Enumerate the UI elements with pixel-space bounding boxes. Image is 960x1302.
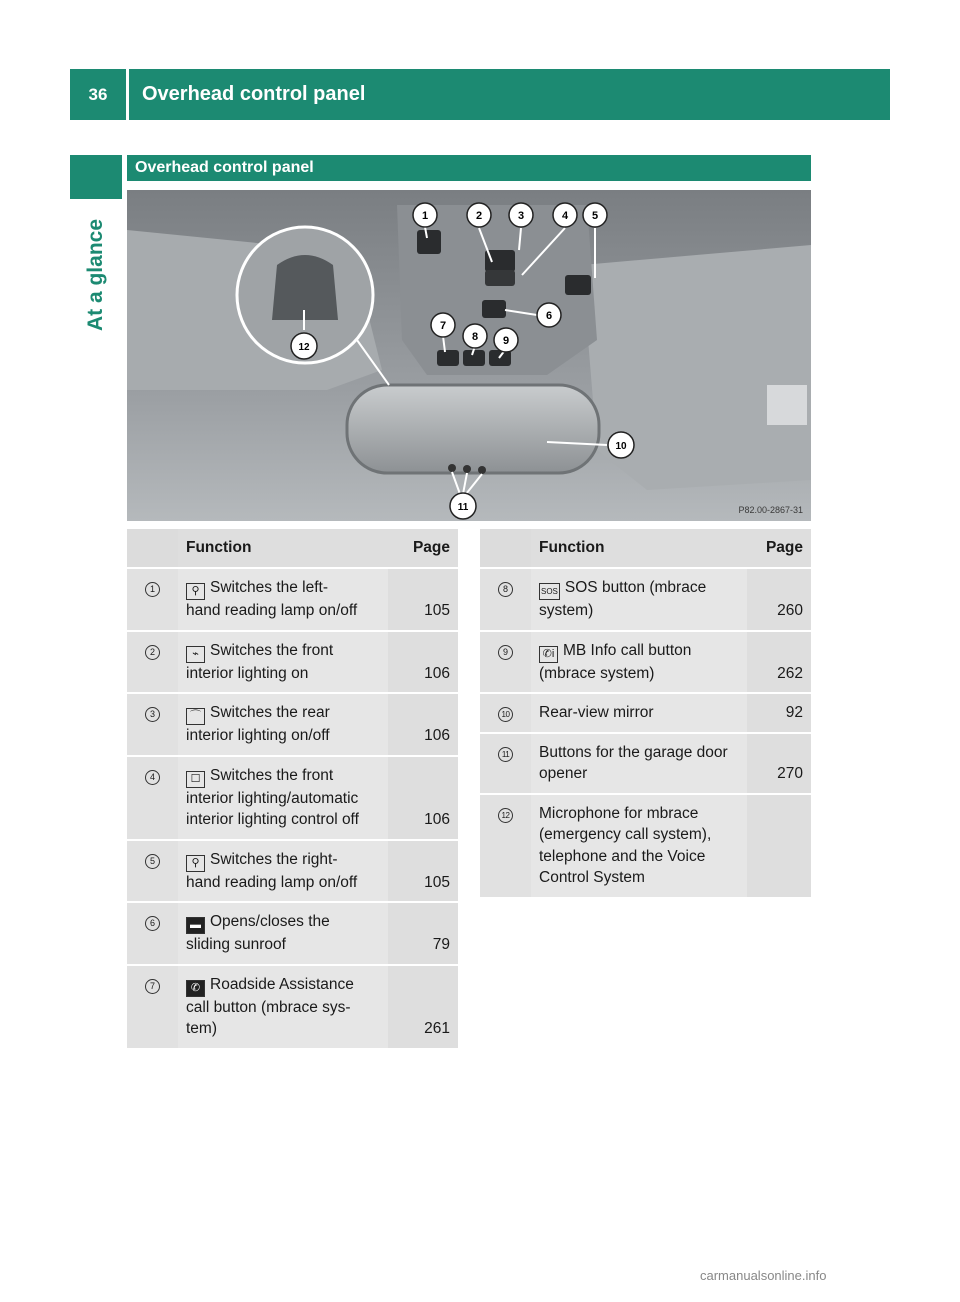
callout-number: 12 — [498, 808, 513, 823]
left-reading-lamp-switch — [417, 230, 441, 254]
function-cell — [531, 734, 747, 795]
table-header-row — [480, 529, 811, 569]
callout-number-cell — [127, 841, 178, 904]
table-row — [480, 632, 811, 695]
callout-number: 9 — [498, 645, 513, 660]
sos-button — [463, 350, 485, 366]
header-function: Function — [531, 529, 747, 569]
callout-number: 3 — [145, 707, 160, 722]
callout-number: 1 — [145, 582, 160, 597]
page-cell: 105 — [388, 841, 458, 904]
callout-number: 10 — [498, 707, 513, 722]
roadside-button — [437, 350, 459, 366]
page-cell: 79 — [388, 903, 458, 966]
function-table-left — [127, 529, 458, 1050]
callout-11 — [450, 493, 476, 519]
function-text-line: sliding sunroof — [186, 936, 286, 953]
function-text-line: Buttons for the garage door — [539, 743, 728, 761]
reading-lamp-left-icon: ⚲ — [186, 583, 205, 600]
function-text-line: (mbrace system) — [539, 664, 655, 682]
function-text-line: Rear-view mirror — [539, 704, 654, 721]
function-cell — [178, 569, 388, 632]
callout-number-cell — [480, 694, 531, 734]
callout-number-cell — [480, 734, 531, 795]
sunroof-switch — [482, 300, 506, 318]
table-header-row — [127, 529, 458, 569]
function-text-line: call button (mbrace sys- — [186, 998, 351, 1016]
page-cell: 270 — [747, 734, 811, 795]
callout-number-cell — [480, 569, 531, 632]
callout-3 — [509, 203, 533, 227]
table-row — [127, 569, 458, 632]
callout-1 — [413, 203, 437, 227]
callout-number-cell — [127, 569, 178, 632]
header-function: Function — [178, 529, 388, 569]
callout-2 — [467, 203, 491, 227]
table-row — [127, 903, 458, 966]
reading-lamp-right-icon: ⚲ — [186, 855, 205, 872]
table-row — [480, 795, 811, 899]
page-header — [70, 69, 890, 120]
callout-9 — [494, 328, 518, 352]
page-cell — [747, 795, 811, 899]
page-cell: 105 — [388, 569, 458, 632]
page-cell: 106 — [388, 694, 458, 757]
function-text-line: hand reading lamp on/off — [186, 873, 358, 891]
table-row — [127, 694, 458, 757]
function-cell — [531, 632, 747, 695]
svg-text:12: 12 — [298, 342, 310, 353]
sunroof-icon: ▬ — [186, 917, 205, 934]
callout-7 — [431, 313, 455, 337]
interior-light-off-icon: ☐ — [186, 771, 205, 788]
function-cell — [178, 903, 388, 966]
function-text-line: Roadside Assistance — [210, 975, 354, 993]
page-cell: 262 — [747, 632, 811, 695]
header-title: Overhead control panel — [142, 83, 366, 105]
callout-number-cell — [127, 966, 178, 1050]
function-text-line: Switches the left- — [210, 579, 329, 596]
function-text-line: Switches the front — [210, 766, 334, 784]
svg-text:4: 4 — [561, 210, 569, 222]
page-cell: 106 — [388, 632, 458, 695]
function-text-line: Switches the rear — [210, 704, 330, 721]
callout-number-cell — [127, 694, 178, 757]
header-num-cell — [480, 529, 531, 569]
svg-text:6: 6 — [545, 310, 553, 322]
table-row — [480, 569, 811, 632]
sos-icon: SOS — [539, 583, 560, 600]
page-cell: 261 — [388, 966, 458, 1050]
function-text-line: interior lighting/automatic — [186, 789, 359, 807]
function-table-right — [480, 529, 811, 899]
rear-interior-light-icon: ⌒ — [186, 708, 205, 725]
svg-text:11: 11 — [457, 502, 469, 513]
rear-light-switch — [485, 270, 515, 286]
function-cell — [178, 694, 388, 757]
page-cell: 106 — [388, 757, 458, 841]
page-cell: 260 — [747, 569, 811, 632]
function-text-line: opener — [539, 765, 588, 782]
callout-number: 6 — [145, 916, 160, 931]
svg-text:7: 7 — [439, 320, 447, 332]
roadside-assistance-icon: ✆ — [186, 980, 205, 997]
table-row — [127, 841, 458, 904]
function-text-line: hand reading lamp on/off — [186, 602, 358, 619]
callout-number: 2 — [145, 645, 160, 660]
svg-text:1: 1 — [421, 210, 429, 222]
side-label-text: At a glance — [84, 218, 108, 332]
garage-button-2 — [463, 465, 471, 473]
front-interior-light-icon: ⌁ — [186, 646, 205, 663]
function-cell — [178, 757, 388, 841]
callout-number-cell — [127, 632, 178, 695]
function-cell — [178, 841, 388, 904]
side-tab-marker — [70, 155, 122, 199]
function-cell — [178, 966, 388, 1050]
function-cell — [178, 632, 388, 695]
function-text-line: Switches the front — [210, 641, 334, 659]
callout-number: 8 — [498, 582, 513, 597]
header-page: Page — [747, 529, 811, 569]
function-text-line: system) — [539, 602, 594, 619]
function-text-line: Opens/closes the — [210, 913, 330, 930]
side-label — [70, 205, 122, 345]
svg-text:5: 5 — [591, 210, 599, 222]
callout-10 — [608, 432, 634, 458]
page-cell: 92 — [747, 694, 811, 734]
callout-number: 5 — [145, 854, 160, 869]
function-text-line: (emergency call system), — [539, 826, 712, 843]
function-text-line: MB Info call button — [563, 641, 692, 659]
image-reference: P82.00-2867-31 — [738, 505, 803, 515]
callout-8 — [463, 324, 487, 348]
table-row — [127, 757, 458, 841]
callout-number-cell — [480, 795, 531, 899]
callout-number-cell — [127, 757, 178, 841]
table-row — [480, 734, 811, 795]
function-text-line: interior lighting on — [186, 664, 309, 682]
footer-watermark: carmanualsonline.info — [700, 1268, 827, 1283]
rear-view-mirror — [347, 385, 599, 473]
callout-number: 11 — [498, 747, 513, 762]
function-text-line: tem) — [186, 1020, 217, 1037]
table-row — [480, 694, 811, 734]
mb-info-call-icon: ✆i — [539, 646, 558, 663]
header-page: Page — [388, 529, 458, 569]
callout-number: 7 — [145, 979, 160, 994]
right-reading-lamp-switch — [565, 275, 591, 295]
header-num-cell — [127, 529, 178, 569]
callout-4 — [553, 203, 577, 227]
function-text-line: SOS button (mbrace — [564, 579, 707, 596]
callout-5 — [583, 203, 607, 227]
garage-button-1 — [448, 464, 456, 472]
warning-label — [767, 385, 807, 425]
table-row — [127, 966, 458, 1050]
function-cell — [531, 795, 747, 899]
svg-text:3: 3 — [517, 210, 525, 222]
function-text-line: telephone and the Voice — [539, 847, 706, 865]
table-row — [127, 632, 458, 695]
function-text-line: interior lighting on/off — [186, 727, 330, 744]
svg-text:2: 2 — [475, 210, 483, 222]
svg-text:10: 10 — [615, 441, 627, 452]
function-cell — [531, 694, 747, 734]
callout-number: 4 — [145, 770, 160, 785]
callout-number-cell — [480, 632, 531, 695]
function-cell — [531, 569, 747, 632]
callout-number-cell — [127, 903, 178, 966]
page-number: 36 — [88, 84, 108, 104]
svg-text:8: 8 — [471, 331, 479, 343]
svg-text:9: 9 — [502, 335, 510, 347]
callout-12 — [291, 333, 317, 359]
function-text-line: Control System — [539, 869, 645, 886]
overhead-panel-photo — [127, 190, 811, 521]
function-text-line: Switches the right- — [210, 850, 338, 868]
function-text-line: Microphone for mbrace — [539, 804, 699, 822]
function-text-line: interior lighting control off — [186, 811, 359, 828]
callout-6 — [537, 303, 561, 327]
garage-button-3 — [478, 466, 486, 474]
section-title: Overhead control panel — [127, 155, 811, 181]
